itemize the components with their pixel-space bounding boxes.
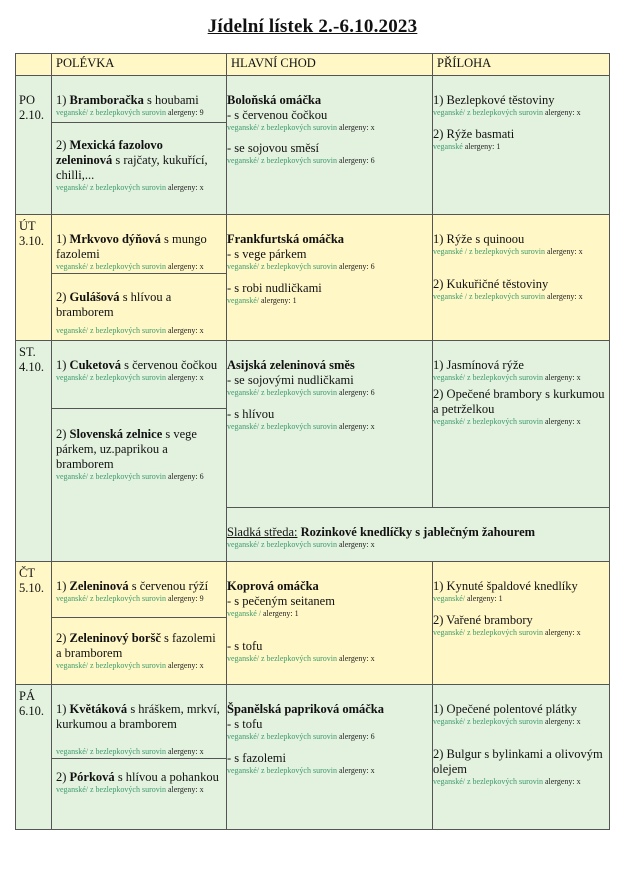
allergens: alergeny: x xyxy=(338,123,375,132)
diet-tag: veganské/ z bezlepkových surovin xyxy=(433,373,543,382)
soup-description: s hráškem, mrkví, kurkumou a bramborem xyxy=(56,702,220,731)
main-variant: - se sojovými nudličkami xyxy=(227,373,354,387)
soup-number: 2) xyxy=(56,138,67,152)
main-cell xyxy=(227,76,433,215)
soup-name: Mrkvovo dýňová xyxy=(69,232,161,246)
main-dish-name: Frankfurtská omáčka xyxy=(227,232,345,246)
diet-tag: veganské / z bezlepkových surovin xyxy=(433,292,545,301)
side-dish: 2) Vařené brambory xyxy=(433,613,533,627)
allergens: alergeny: x xyxy=(167,661,204,670)
soup-item xyxy=(52,215,226,274)
side-dish: 2) Bulgur s bylinkami a olivovým olejem xyxy=(433,747,603,776)
allergens: alergeny: 6 xyxy=(167,472,204,481)
diet-tag: veganské/ z bezlepkových surovin xyxy=(227,422,337,431)
allergens: alergeny: 6 xyxy=(338,262,375,271)
soup-number: 1) xyxy=(56,358,67,372)
allergens: alergeny: 6 xyxy=(338,156,375,165)
main-cell xyxy=(227,215,433,341)
main-dish-name: Asijská zeleninová směs xyxy=(227,358,355,372)
main-variant: - se sojovou směsí xyxy=(227,141,320,155)
side-dish: 1) Jasmínová rýže xyxy=(433,358,524,372)
allergens: alergeny: x xyxy=(544,777,581,786)
day-row-monday xyxy=(16,76,610,215)
day-row-tuesday xyxy=(16,215,610,341)
soup-item xyxy=(52,409,226,482)
day-row-thursday xyxy=(16,562,610,685)
diet-tag: veganské / xyxy=(227,609,261,618)
allergens: alergeny: 6 xyxy=(338,388,375,397)
day-name: ST. xyxy=(19,345,36,359)
main-variant: - s vege párkem xyxy=(227,247,307,261)
main-dish-name: Španělská papriková omáčka xyxy=(227,702,384,716)
diet-tag: veganské/ z bezlepkových surovin xyxy=(56,472,166,481)
main-cell xyxy=(227,562,433,685)
day-date: 2.10. xyxy=(19,108,44,122)
diet-tag: veganské/ z bezlepkových surovin xyxy=(227,766,337,775)
diet-tag: veganské/ z bezlepkových surovin xyxy=(227,540,337,549)
allergens: alergeny: x xyxy=(167,183,204,192)
soup-number: 2) xyxy=(56,770,67,784)
side-dish: 2) Kukuřičné těstoviny xyxy=(433,277,549,291)
soup-description: s mungo fazolemi xyxy=(56,232,207,261)
soup-name: Zeleninový boršč xyxy=(69,631,161,645)
side-dish: 2) Opečené brambory s kurkumou a petrželkou xyxy=(433,387,605,416)
diet-tag: veganské/ z bezlepkových surovin xyxy=(227,123,337,132)
diet-tag: veganské/ z bezlepkových surovin xyxy=(56,373,166,382)
day-cell xyxy=(16,76,52,215)
allergens: alergeny: 1 xyxy=(263,609,299,618)
day-date: 4.10. xyxy=(19,360,44,374)
soup-description: s rajčaty, kukuřící, chilli,... xyxy=(56,153,208,182)
allergens: alergeny: x xyxy=(338,654,375,663)
side-cell xyxy=(433,562,610,685)
allergens: alergeny: x xyxy=(544,628,581,637)
side-dish: 1) Bezlepkové těstoviny xyxy=(433,93,555,107)
main-variant: - s tofu xyxy=(227,717,263,731)
diet-tag: veganské xyxy=(433,142,463,151)
main-variant: - s tofu xyxy=(227,639,263,653)
main-cell xyxy=(227,685,433,830)
day-name: PO xyxy=(19,93,35,107)
diet-tag: veganské/ z bezlepkových surovin xyxy=(227,262,337,271)
soup-cell xyxy=(52,215,227,341)
allergens: alergeny: x xyxy=(167,326,204,335)
main-dish-name: Koprová omáčka xyxy=(227,579,319,593)
soup-name: Cuketová xyxy=(69,358,121,372)
day-cell xyxy=(16,562,52,685)
side-cell xyxy=(433,685,610,830)
day-row-friday xyxy=(16,685,610,830)
soup-name: Slovenská zelnice xyxy=(69,427,163,441)
soup-number: 2) xyxy=(56,427,67,441)
header-row xyxy=(16,54,610,76)
allergens: alergeny: x xyxy=(544,373,581,382)
soup-name: Pórková xyxy=(69,770,115,784)
side-dish: 1) Kynuté špaldové knedlíky xyxy=(433,579,578,593)
soup-description: s fazolemi a bramborem xyxy=(56,631,216,660)
day-date: 3.10. xyxy=(19,234,44,248)
day-cell xyxy=(16,215,52,341)
soup-number: 2) xyxy=(56,290,67,304)
day-cell xyxy=(16,685,52,830)
diet-tag: veganské/ z bezlepkových surovin xyxy=(56,594,166,603)
diet-tag: veganské/ z bezlepkových surovin xyxy=(56,785,166,794)
header-side: PŘÍLOHA xyxy=(433,54,610,76)
soup-item xyxy=(52,759,226,795)
main-dish-name: Boloňská omáčka xyxy=(227,93,322,107)
main-variant: - s fazolemi xyxy=(227,751,287,765)
soup-item xyxy=(52,76,226,123)
allergens: alergeny: x xyxy=(544,717,581,726)
soup-cell xyxy=(52,685,227,830)
day-name: ÚT xyxy=(19,219,36,233)
allergens: alergeny: x xyxy=(167,262,204,271)
main-variant: - s hlívou xyxy=(227,407,275,421)
main-cell xyxy=(227,341,433,508)
soup-cell xyxy=(52,76,227,215)
allergens: alergeny: 9 xyxy=(167,108,204,117)
soup-name: Bramboračka xyxy=(69,93,144,107)
soup-item xyxy=(52,274,226,336)
day-name: ČT xyxy=(19,566,35,580)
header-soup: POLÉVKA xyxy=(52,54,227,76)
side-dish: 1) Rýže s quinoou xyxy=(433,232,525,246)
day-date: 5.10. xyxy=(19,581,44,595)
soup-item xyxy=(52,562,226,618)
day-date: 6.10. xyxy=(19,704,44,718)
allergens: alergeny: 1 xyxy=(464,142,501,151)
soup-number: 1) xyxy=(56,93,67,107)
dessert-label: Sladká středa: xyxy=(227,525,298,539)
side-cell xyxy=(433,215,610,341)
diet-tag: veganské/ z bezlepkových surovin xyxy=(56,183,166,192)
diet-tag: veganské/ z bezlepkových surovin xyxy=(227,388,337,397)
page-title: Jídelní lístek 2.-6.10.2023 xyxy=(207,16,418,37)
diet-tag: veganské/ z bezlepkových surovin xyxy=(56,108,166,117)
header-main: HLAVNÍ CHOD xyxy=(227,54,433,76)
menu-table xyxy=(15,53,610,830)
soup-description: s hlívou a pohankou xyxy=(114,770,219,784)
diet-tag: veganské/ z bezlepkových surovin xyxy=(227,156,337,165)
soup-description: s červenou rýží xyxy=(128,579,209,593)
soup-description: s houbami xyxy=(143,93,199,107)
soup-description: s vege párkem, uz.paprikou a bramborem xyxy=(56,427,197,471)
soup-number: 1) xyxy=(56,232,67,246)
allergens: alergeny: x xyxy=(544,417,581,426)
allergens: alergeny: x xyxy=(544,108,581,117)
dessert-cell xyxy=(227,508,610,562)
diet-tag: veganské/ z bezlepkových surovin xyxy=(433,717,543,726)
allergens: alergeny: x xyxy=(338,422,375,431)
diet-tag: veganské/ z bezlepkových surovin xyxy=(433,777,543,786)
allergens: alergeny: 9 xyxy=(167,594,204,603)
soup-item xyxy=(52,685,226,759)
side-dish: 1) Opečené polentové plátky xyxy=(433,702,578,716)
day-name: PÁ xyxy=(19,689,35,703)
allergens: alergeny: x xyxy=(167,747,204,756)
soup-number: 2) xyxy=(56,631,67,645)
allergens: alergeny: x xyxy=(338,766,375,775)
diet-tag: veganské/ z bezlepkových surovin xyxy=(56,326,166,335)
diet-tag: veganské/ z bezlepkových surovin xyxy=(56,661,166,670)
soup-name: Zeleninová xyxy=(69,579,129,593)
soup-description: s červenou čočkou xyxy=(120,358,218,372)
soup-cell xyxy=(52,341,227,562)
diet-tag: veganské/ z bezlepkových surovin xyxy=(433,628,543,637)
soup-name: Gulášová xyxy=(69,290,120,304)
diet-tag: veganské/ z bezlepkových surovin xyxy=(433,108,543,117)
diet-tag: veganské / z bezlepkových surovin xyxy=(433,247,545,256)
soup-name: Květáková xyxy=(69,702,128,716)
soup-number: 1) xyxy=(56,702,67,716)
soup-item xyxy=(52,123,226,193)
allergens: alergeny: 6 xyxy=(338,732,375,741)
soup-item xyxy=(52,618,226,671)
header-day xyxy=(16,54,52,76)
soup-description: s hlívou a bramborem xyxy=(56,290,172,319)
dessert-name: Rozinkové knedlíčky s jablečným žahourem xyxy=(300,525,536,539)
allergens: alergeny: x xyxy=(167,785,204,794)
diet-tag: veganské/ z bezlepkových surovin xyxy=(56,747,166,756)
day-row-wednesday xyxy=(16,341,610,508)
diet-tag: veganské/ z bezlepkových surovin xyxy=(227,654,337,663)
side-cell xyxy=(433,341,610,508)
soup-cell xyxy=(52,562,227,685)
main-variant: - s červenou čočkou xyxy=(227,108,328,122)
allergens: alergeny: x xyxy=(546,292,583,301)
allergens: alergeny: x xyxy=(546,247,583,256)
allergens: alergeny: 1 xyxy=(467,594,503,603)
diet-tag: veganské/ z bezlepkových surovin xyxy=(227,732,337,741)
soup-number: 1) xyxy=(56,579,67,593)
main-variant: - s pečeným seitanem xyxy=(227,594,335,608)
side-dish: 2) Rýže basmati xyxy=(433,127,515,141)
side-cell xyxy=(433,76,610,215)
day-cell xyxy=(16,341,52,562)
diet-tag: veganské/ z bezlepkových surovin xyxy=(433,417,543,426)
main-variant: - s robi nudličkami xyxy=(227,281,322,295)
allergens: alergeny: x xyxy=(167,373,204,382)
diet-tag: veganské/ xyxy=(433,594,465,603)
diet-tag: veganské/ xyxy=(227,296,259,305)
allergens: alergeny: 1 xyxy=(261,296,297,305)
allergens: alergeny: x xyxy=(338,540,375,549)
soup-item xyxy=(52,341,226,409)
soup-name: Mexická fazolovo zeleninová xyxy=(56,138,163,167)
diet-tag: veganské/ z bezlepkových surovin xyxy=(56,262,166,271)
